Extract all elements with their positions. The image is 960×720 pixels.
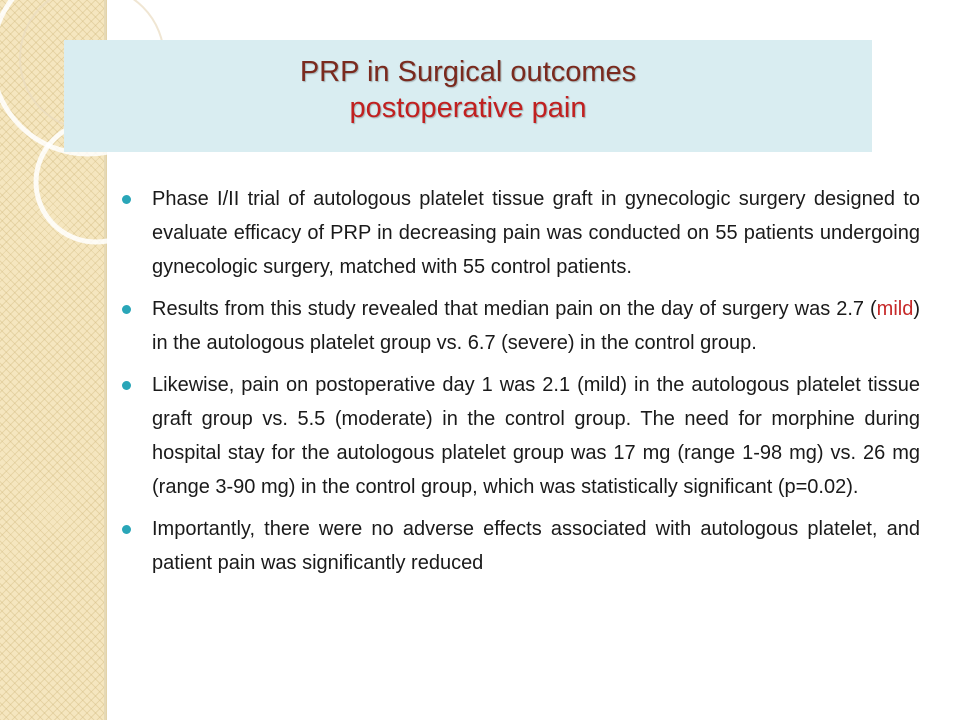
bullet-item [120,368,920,504]
bullet-text-part: Results from this study revealed that median pain on the day of surgery was 2.7 ( [152,298,877,320]
bullet-icon [122,381,131,390]
bullet-list [120,182,920,588]
bullet-text: Phase I/II trial of autologous platelet tissue graft in gynecologic surgery designed to evaluate efficacy of PRP in decreasing pain was conducted on 55 patients undergoing gynecologic surgery, matched with 55 control patients. [152,188,920,278]
bullet-icon [122,195,131,204]
bullet-text: Likewise, pain on postoperative day 1 was 2.1 (mild) in the autologous platelet tissue graft group vs. 5.5 (moderate) in the control group. The need for morphine during hospital stay for the autologous platelet group was 17 mg (range 1-98 mg) vs. 26 mg (range 3-90 mg) in the control group, which was statistically significant (p=0.02). [152,374,920,498]
bullet-icon [122,525,131,534]
title-box [64,40,872,152]
bullet-text-part: ) in the autologous platelet group vs. 6.7 (severe) in the control group. [152,298,920,354]
bullet-icon [122,305,131,314]
bullet-item [120,292,920,360]
slide-title: PRP in Surgical outcomes [299,56,637,88]
slide-subtitle: postoperative pain [349,92,587,124]
highlighted-word: mild [876,298,914,320]
bullet-item [120,512,920,580]
bullet-text: Importantly, there were no adverse effects associated with autologous platelet, and patient pain was significantly reduced [152,518,920,574]
bullet-item [120,182,920,284]
